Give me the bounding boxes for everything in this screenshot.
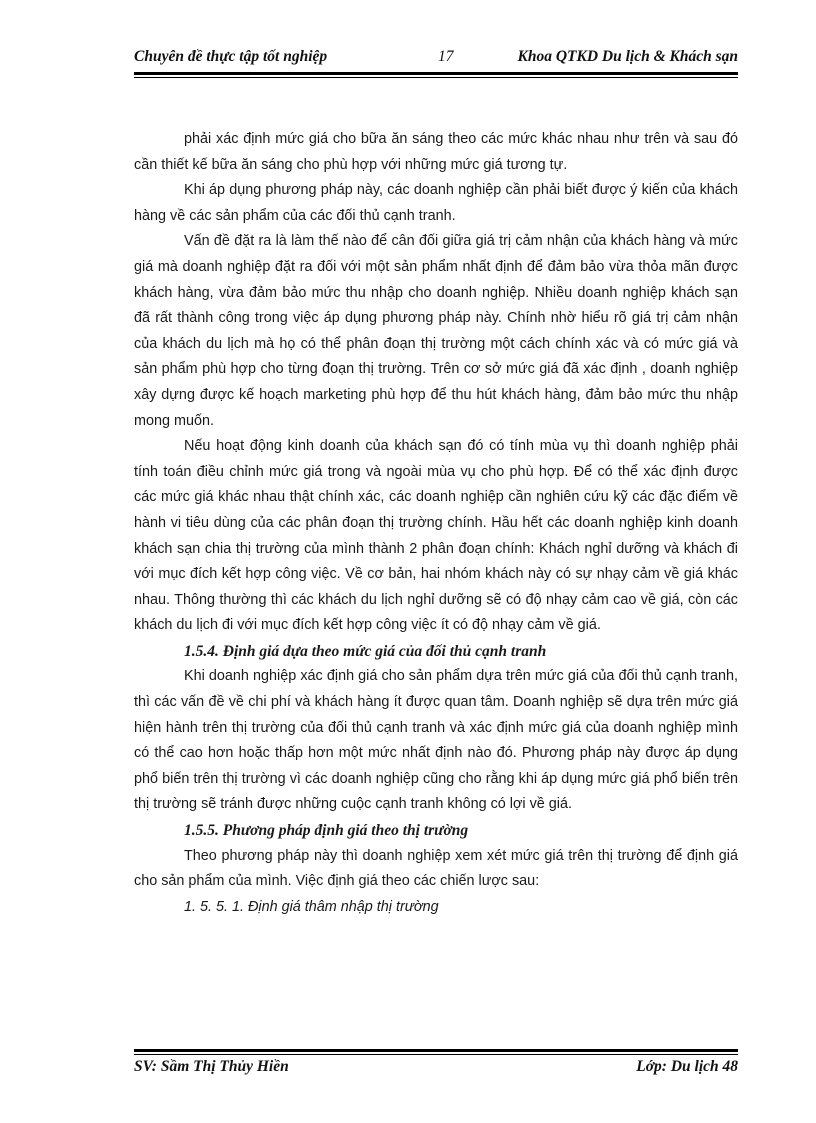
paragraph-continued: phải xác định mức giá cho bữa ăn sáng theo các mức khác nhau như trên và sau đó cần thiết kế bữa ăn sáng cho phù hợp với những mức giá tương tự. <box>134 131 738 173</box>
footer-class: Lớp: Du lịch 48 <box>636 1058 738 1075</box>
section-heading-1-5-5: 1.5.5. Phương pháp định giá theo thị trường <box>184 822 469 840</box>
paragraph-perceived-value: Vấn đề đặt ra là làm thế nào để cân đối giữa giá trị cảm nhận của khách hàng và mức giá mà doanh nghiệp đặt ra đối với một sản phẩm nhất định để đảm bảo vừa thỏa mãn được khách hàng, vừa đảm bảo mức thu nhập cho doanh nghiệp. Nhiều doanh nghiệp khách sạn đã rất thành công trong việc áp dụng phương pháp này. Chính nhờ hiểu rõ giá trị cảm nhận của khách du lịch mà họ có thể phân đoạn thị trường một cách chính xác và có mức giá và sản phẩm phù hợp cho từng đoạn thị trường. Trên cơ sở mức giá đã xác định , doanh nghiệp xây dựng được kế hoạch marketing phù hợp để thu hút khách hàng, đảm bảo mức thu nhập mong muốn. <box>134 233 738 429</box>
paragraph-market-pricing: Theo phương pháp này thì doanh nghiệp xem xét mức giá trên thị trường để định giá cho sản phẩm của mình. Việc định giá theo các chiến lược sau: <box>134 847 738 890</box>
page-header <box>134 48 738 72</box>
footer-student: SV: Sầm Thị Thủy Hiền <box>134 1058 289 1075</box>
page-number: 17 <box>438 48 454 65</box>
footer-rule-thin <box>134 1054 738 1055</box>
paragraph-seasonality: Nếu hoạt động kinh doanh của khách sạn đó có tính mùa vụ thì doanh nghiệp phải tính toán điều chỉnh mức giá trong và ngoài mùa vụ cho phù hợp. Để có thể xác định được các mức giá khác nhau thật chính xác, các doanh nghiệp cần nghiên cứu kỹ các đặc điểm về hành vi tiêu dùng của các phân đoạn thị trường chính. Hầu hết các doanh nghiệp kinh doanh khách sạn chia thị trường của mình thành 2 phân đoạn chính: Khách nghỉ dưỡng và khách đi với mục đích kết hợp công việc. Về cơ bản, hai nhóm khách này có sự nhạy cảm về giá khác nhau. Thông thường thì các khách du lịch nghỉ dưỡng sẽ có độ nhạy cảm cao về giá, còn các khách du lịch đi với mục đích kết hợp công việc ít có độ nhạy cảm về giá. <box>134 438 738 634</box>
section-heading-1-5-4: 1.5.4. Định giá dựa theo mức giá của đối thủ cạnh tranh <box>184 642 547 660</box>
header-rule-thin <box>134 77 738 78</box>
header-rule-thick <box>134 72 738 75</box>
page-footer <box>134 1058 738 1082</box>
document-body <box>134 127 738 920</box>
paragraph-competitor-opinion: Khi áp dụng phương pháp này, các doanh nghiệp cần phải biết được ý kiến của khách hàng về các sản phẩm của các đối thủ cạnh tranh. <box>134 182 738 224</box>
subsection-heading-1-5-5-1: 1. 5. 5. 1. Định giá thâm nhập thị trường <box>184 898 439 915</box>
header-title: Chuyên đề thực tập tốt nghiệp <box>134 48 328 65</box>
header-department: Khoa QTKD Du lịch & Khách sạn <box>517 48 738 65</box>
paragraph-competitor-pricing: Khi doanh nghiệp xác định giá cho sản phẩm dựa trên mức giá của đối thủ cạnh tranh, thì các vấn đề về chi phí và khách hàng ít được quan tâm. Doanh nghiệp sẽ dựa trên mức giá hiện hành trên thị trường của đối thủ cạnh tranh và xác định mức giá của doanh nghiệp mình có thể cao hơn hoặc thấp hơn một mức nhất định nào đó. Phương pháp này được áp dụng phổ biến trên thị trường vì các doanh nghiệp cũng cho rằng khi áp dụng mức giá phổ biến trên thị trường sẽ tránh được những cuộc cạnh tranh không có lợi về giá. <box>134 668 738 813</box>
footer-rule-thick <box>134 1049 738 1052</box>
